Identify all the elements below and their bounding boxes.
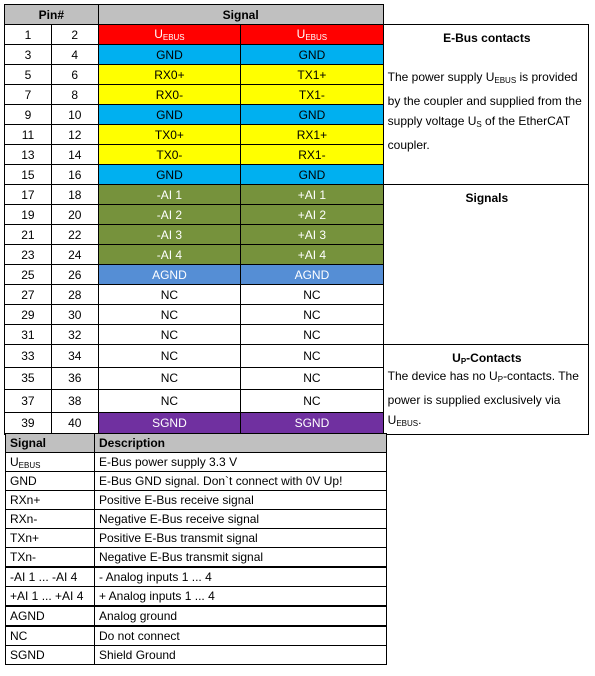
desc-signal-header: Signal (6, 434, 95, 453)
desc-row (6, 510, 387, 529)
pin-number: 25 (5, 265, 52, 285)
pin-number: 11 (5, 125, 52, 145)
desc-row (6, 548, 387, 568)
signal-cell (98, 412, 240, 435)
signal-name: RX0+ (154, 67, 185, 82)
signal-cell (98, 285, 240, 305)
desc-row (6, 646, 387, 665)
signal-name: NC (303, 287, 321, 302)
up-text-subscript: P (497, 375, 504, 384)
signal-cell (241, 185, 383, 205)
desc-signal-name: AGND (10, 609, 45, 623)
desc-text: E-Bus power supply 3.3 V (95, 453, 387, 472)
desc-signal-name: U (10, 454, 19, 469)
signal-cell (98, 245, 240, 265)
signal-name: RX1+ (296, 127, 328, 142)
signal-cell (241, 85, 383, 105)
desc-signal-name: -AI 1 ... -AI 4 (10, 570, 78, 584)
signal-name: TX1- (298, 87, 325, 102)
signal-name: GND (156, 167, 183, 182)
signal-name: +AI 3 (297, 227, 327, 242)
desc-signal (6, 529, 95, 548)
signal-name: -AI 4 (156, 247, 183, 262)
signal-name: GND (298, 47, 326, 62)
signal-name: SGND (152, 416, 187, 431)
pin-row (5, 185, 589, 205)
signal-name: RX1- (298, 147, 326, 162)
pin-number: 19 (5, 205, 52, 225)
signal-name: NC (303, 307, 321, 322)
signal-name: GND (298, 107, 326, 122)
pin-number: 4 (51, 45, 98, 65)
desc-row (6, 626, 387, 646)
up-title-part: -Contacts (466, 351, 522, 365)
signal-cell (98, 165, 240, 185)
signal-name: NC (303, 327, 321, 342)
pin-number: 12 (51, 125, 98, 145)
signal-cell (241, 125, 383, 145)
pin-number: 33 (5, 345, 52, 368)
desc-signal (6, 472, 95, 491)
signal-cell (241, 265, 383, 285)
desc-text: Positive E-Bus transmit signal (95, 529, 387, 548)
ebus-contacts-title: E-Bus contacts (443, 31, 531, 45)
up-contacts-text (388, 366, 586, 434)
desc-row (6, 491, 387, 510)
pin-number: 36 (51, 367, 98, 390)
signals-note (383, 185, 588, 345)
pin-assignment-table (4, 4, 589, 435)
signal-cell (241, 367, 383, 390)
signal-cell (98, 25, 240, 45)
pin-number: 10 (51, 105, 98, 125)
signal-name: NC (160, 348, 179, 363)
signal-cell (241, 25, 383, 45)
signal-cell (98, 145, 240, 165)
signal-cell (241, 165, 383, 185)
signal-cell (241, 345, 383, 368)
signal-name: U (154, 27, 163, 41)
up-contacts-title (388, 351, 586, 366)
pin-number: 5 (5, 65, 52, 85)
signal-name: NC (160, 287, 179, 302)
desc-signal (6, 491, 95, 510)
signal-cell (241, 390, 383, 413)
ebus-text-part: is provided by the coupler and supplied from the supply voltage U (387, 70, 582, 128)
up-contacts-note (383, 345, 588, 435)
desc-signal-name: +AI 1 ... +AI 4 (10, 589, 84, 603)
signal-cell (98, 305, 240, 325)
desc-text: Do not connect (95, 626, 387, 646)
desc-text: Analog ground (95, 606, 387, 626)
desc-row (6, 453, 387, 472)
desc-text: + Analog inputs 1 ... 4 (95, 587, 387, 607)
pin-number: 34 (51, 345, 98, 368)
signal-name: -AI 2 (156, 207, 183, 222)
desc-description-header: Description (95, 434, 387, 453)
signal-name: +AI 4 (297, 247, 327, 262)
desc-signal (6, 587, 95, 607)
signal-cell (241, 245, 383, 265)
signal-name: GND (156, 107, 183, 122)
pin-number: 39 (5, 412, 52, 435)
pin-number: 29 (5, 305, 52, 325)
signal-name: SGND (294, 416, 330, 431)
desc-row (6, 529, 387, 548)
pin-number: 32 (51, 325, 98, 345)
signal-cell (98, 45, 240, 65)
up-text-subscript: EBUS (396, 419, 419, 428)
desc-signal (6, 567, 95, 587)
ebus-text-subscript: S (476, 120, 482, 129)
ebus-contacts-text (388, 67, 586, 155)
pin-number: 16 (51, 165, 98, 185)
signal-name: +AI 1 (297, 187, 327, 202)
up-text-part: -contacts. The power is supplied exclusively via U (387, 369, 579, 427)
desc-text: Negative E-Bus transmit signal (95, 548, 387, 568)
signal-name: TX0+ (154, 127, 184, 142)
signal-cell (98, 65, 240, 85)
pin-number: 13 (5, 145, 52, 165)
desc-signal-subscript: EBUS (18, 460, 41, 470)
signal-cell (241, 225, 383, 245)
pin-number: 31 (5, 325, 52, 345)
signal-description-table (5, 433, 387, 665)
desc-row (6, 567, 387, 587)
signal-name: TX0- (156, 147, 183, 162)
desc-text: Positive E-Bus receive signal (95, 491, 387, 510)
signal-cell (241, 412, 383, 435)
desc-signal (6, 606, 95, 626)
pin-number: 24 (51, 245, 98, 265)
signal-cell (98, 185, 240, 205)
signal-cell (98, 390, 240, 413)
pin-number: 35 (5, 367, 52, 390)
signal-name: GND (298, 167, 326, 182)
signal-name: NC (303, 348, 321, 363)
signal-name: NC (303, 371, 321, 386)
signal-cell (98, 105, 240, 125)
pin-number: 3 (5, 45, 52, 65)
signal-cell (241, 105, 383, 125)
desc-signal (6, 548, 95, 568)
signal-name: AGND (152, 267, 187, 282)
signal-cell (241, 285, 383, 305)
up-title-subscript: P (460, 357, 467, 366)
signal-cell (98, 325, 240, 345)
pin-number: 15 (5, 165, 52, 185)
signal-header: Signal (98, 5, 383, 25)
desc-signal-name: RXn- (10, 512, 38, 526)
signal-cell (241, 45, 383, 65)
pin-number: 28 (51, 285, 98, 305)
signal-name: GND (156, 47, 183, 62)
pin-number: 9 (5, 105, 52, 125)
pin-number: 18 (51, 185, 98, 205)
pin-row (5, 345, 589, 368)
signal-name: -AI 3 (156, 227, 183, 242)
up-text-part: The device has no U (387, 369, 498, 383)
pin-number: 27 (5, 285, 52, 305)
signal-cell (98, 205, 240, 225)
pin-number: 6 (51, 65, 98, 85)
up-text-part: . (418, 413, 422, 427)
signal-cell (241, 65, 383, 85)
signal-name: NC (160, 307, 179, 322)
signal-cell (98, 265, 240, 285)
header-blank (383, 5, 588, 25)
desc-signal-name: TXn+ (10, 531, 40, 545)
pin-number: 14 (51, 145, 98, 165)
signal-name: RX0- (155, 87, 184, 102)
ebus-text-subscript: EBUS (494, 76, 517, 85)
pin-number: 22 (51, 225, 98, 245)
desc-signal-name: SGND (10, 648, 45, 662)
desc-signal-name: TXn- (10, 550, 37, 564)
signal-cell (241, 305, 383, 325)
signal-subscript: EBUS (305, 33, 328, 42)
signal-cell (98, 345, 240, 368)
signal-cell (98, 85, 240, 105)
signal-cell (241, 205, 383, 225)
ebus-contacts-note (383, 25, 588, 185)
signal-name: NC (303, 393, 321, 408)
pin-number: 26 (51, 265, 98, 285)
desc-text: - Analog inputs 1 ... 4 (95, 567, 387, 587)
desc-signal-name: RXn+ (10, 493, 41, 507)
desc-signal (6, 453, 95, 472)
pin-number: 38 (51, 390, 98, 413)
ebus-text-part: The power supply U (387, 70, 495, 84)
pin-number: 21 (5, 225, 52, 245)
signal-name: NC (160, 327, 179, 342)
pin-number: 23 (5, 245, 52, 265)
signal-name: NC (160, 393, 179, 408)
pin-row (5, 25, 589, 45)
signal-name: +AI 2 (297, 207, 327, 222)
up-title-part: U (452, 351, 461, 365)
pin-number: 30 (51, 305, 98, 325)
signal-name: -AI 1 (156, 187, 183, 202)
signal-name: NC (160, 371, 179, 386)
pin-number: 1 (5, 25, 52, 45)
pin-number: 40 (51, 412, 98, 435)
signal-cell (98, 225, 240, 245)
signal-cell (98, 125, 240, 145)
pin-number: 17 (5, 185, 52, 205)
desc-text: Negative E-Bus receive signal (95, 510, 387, 529)
signal-name: U (296, 27, 306, 41)
desc-signal (6, 510, 95, 529)
pin-number: 2 (51, 25, 98, 45)
signal-cell (241, 325, 383, 345)
pin-number: 7 (5, 85, 52, 105)
desc-signal (6, 626, 95, 646)
desc-signal-name: NC (10, 629, 28, 643)
pin-header: Pin# (5, 5, 99, 25)
pin-number: 20 (51, 205, 98, 225)
desc-signal-name: GND (10, 474, 37, 488)
desc-text: E-Bus GND signal. Don`t connect with 0V Up! (95, 472, 387, 491)
ebus-text-part: of the EtherCAT coupler. (387, 114, 570, 152)
signal-cell (241, 145, 383, 165)
signals-title: Signals (465, 191, 509, 205)
desc-row (6, 587, 387, 607)
desc-row (6, 472, 387, 491)
desc-text: Shield Ground (95, 646, 387, 665)
pin-number: 37 (5, 390, 52, 413)
signal-cell (98, 367, 240, 390)
pin-number: 8 (51, 85, 98, 105)
desc-row (6, 606, 387, 626)
signal-name: AGND (294, 267, 330, 282)
desc-signal (6, 646, 95, 665)
signal-subscript: EBUS (162, 33, 185, 42)
signal-name: TX1+ (297, 67, 327, 82)
